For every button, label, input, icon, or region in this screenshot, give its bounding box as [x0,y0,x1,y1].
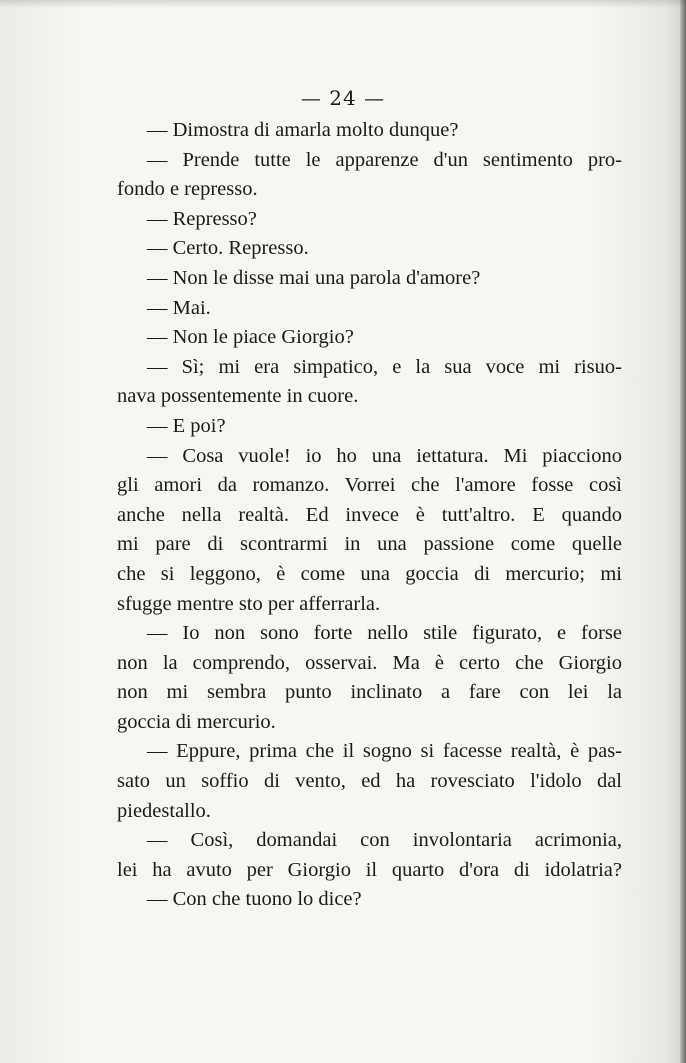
text-line: non la comprendo, osservai. Ma è certo che Giorgio [117,651,622,674]
text-line: sfugge mentre sto per afferrarla. [117,592,381,615]
text-line: — E poi? [147,414,226,437]
text-line: — Mai. [147,296,211,319]
text-line: — Prende tutte le apparenze d'un sentimento pro- [147,148,622,171]
text-line: lei ha avuto per Giorgio il quarto d'ora di idolatria? [117,858,622,881]
text-line: — Non le disse mai una parola d'amore? [147,266,481,289]
page-top-shadow [0,0,686,8]
text-line: che si leggono, è come una goccia di mercurio; mi [117,562,622,585]
text-line: piedestallo. [117,799,211,822]
page-number: — 24 — [300,86,386,110]
text-line: — Certo. Represso. [147,237,309,260]
text-line: non mi sembra punto inclinato a fare con lei la [117,681,622,704]
text-line: — Dimostra di amarla molto dunque? [147,119,459,141]
text-line: fondo e represso. [117,178,258,201]
text-line: — Cosa vuole! io ho una iettatura. Mi piacciono [147,444,622,467]
text-line: — Eppure, prima che il sogno si facesse realtà, è pas- [147,740,622,763]
text-line: — Con che tuono lo dice? [147,888,362,911]
text-line: — Represso? [147,207,257,230]
body-text [117,116,622,915]
text-line: — Non le piace Giorgio? [147,326,354,349]
page-edge-shadow [680,0,686,1063]
text-line: anche nella realtà. Ed invece è tutt'altro. E quando [117,503,622,526]
text-line: nava possentemente in cuore. [117,385,359,408]
text-line: — Sì; mi era simpatico, e la sua voce mi risuo- [147,355,622,378]
text-line: — Così, domandai con involontaria acrimonia, [147,829,622,852]
text-line: mi pare di scontrarmi in una passione come quelle [117,533,622,556]
text-line: — Io non sono forte nello stile figurato, e forse [147,622,622,645]
text-line: goccia di mercurio. [117,710,276,733]
text-line: gli amori da romanzo. Vorrei che l'amore fosse così [117,474,622,497]
text-line: sato un soffio di vento, ed ha rovesciato l'idolo dal [117,770,622,793]
